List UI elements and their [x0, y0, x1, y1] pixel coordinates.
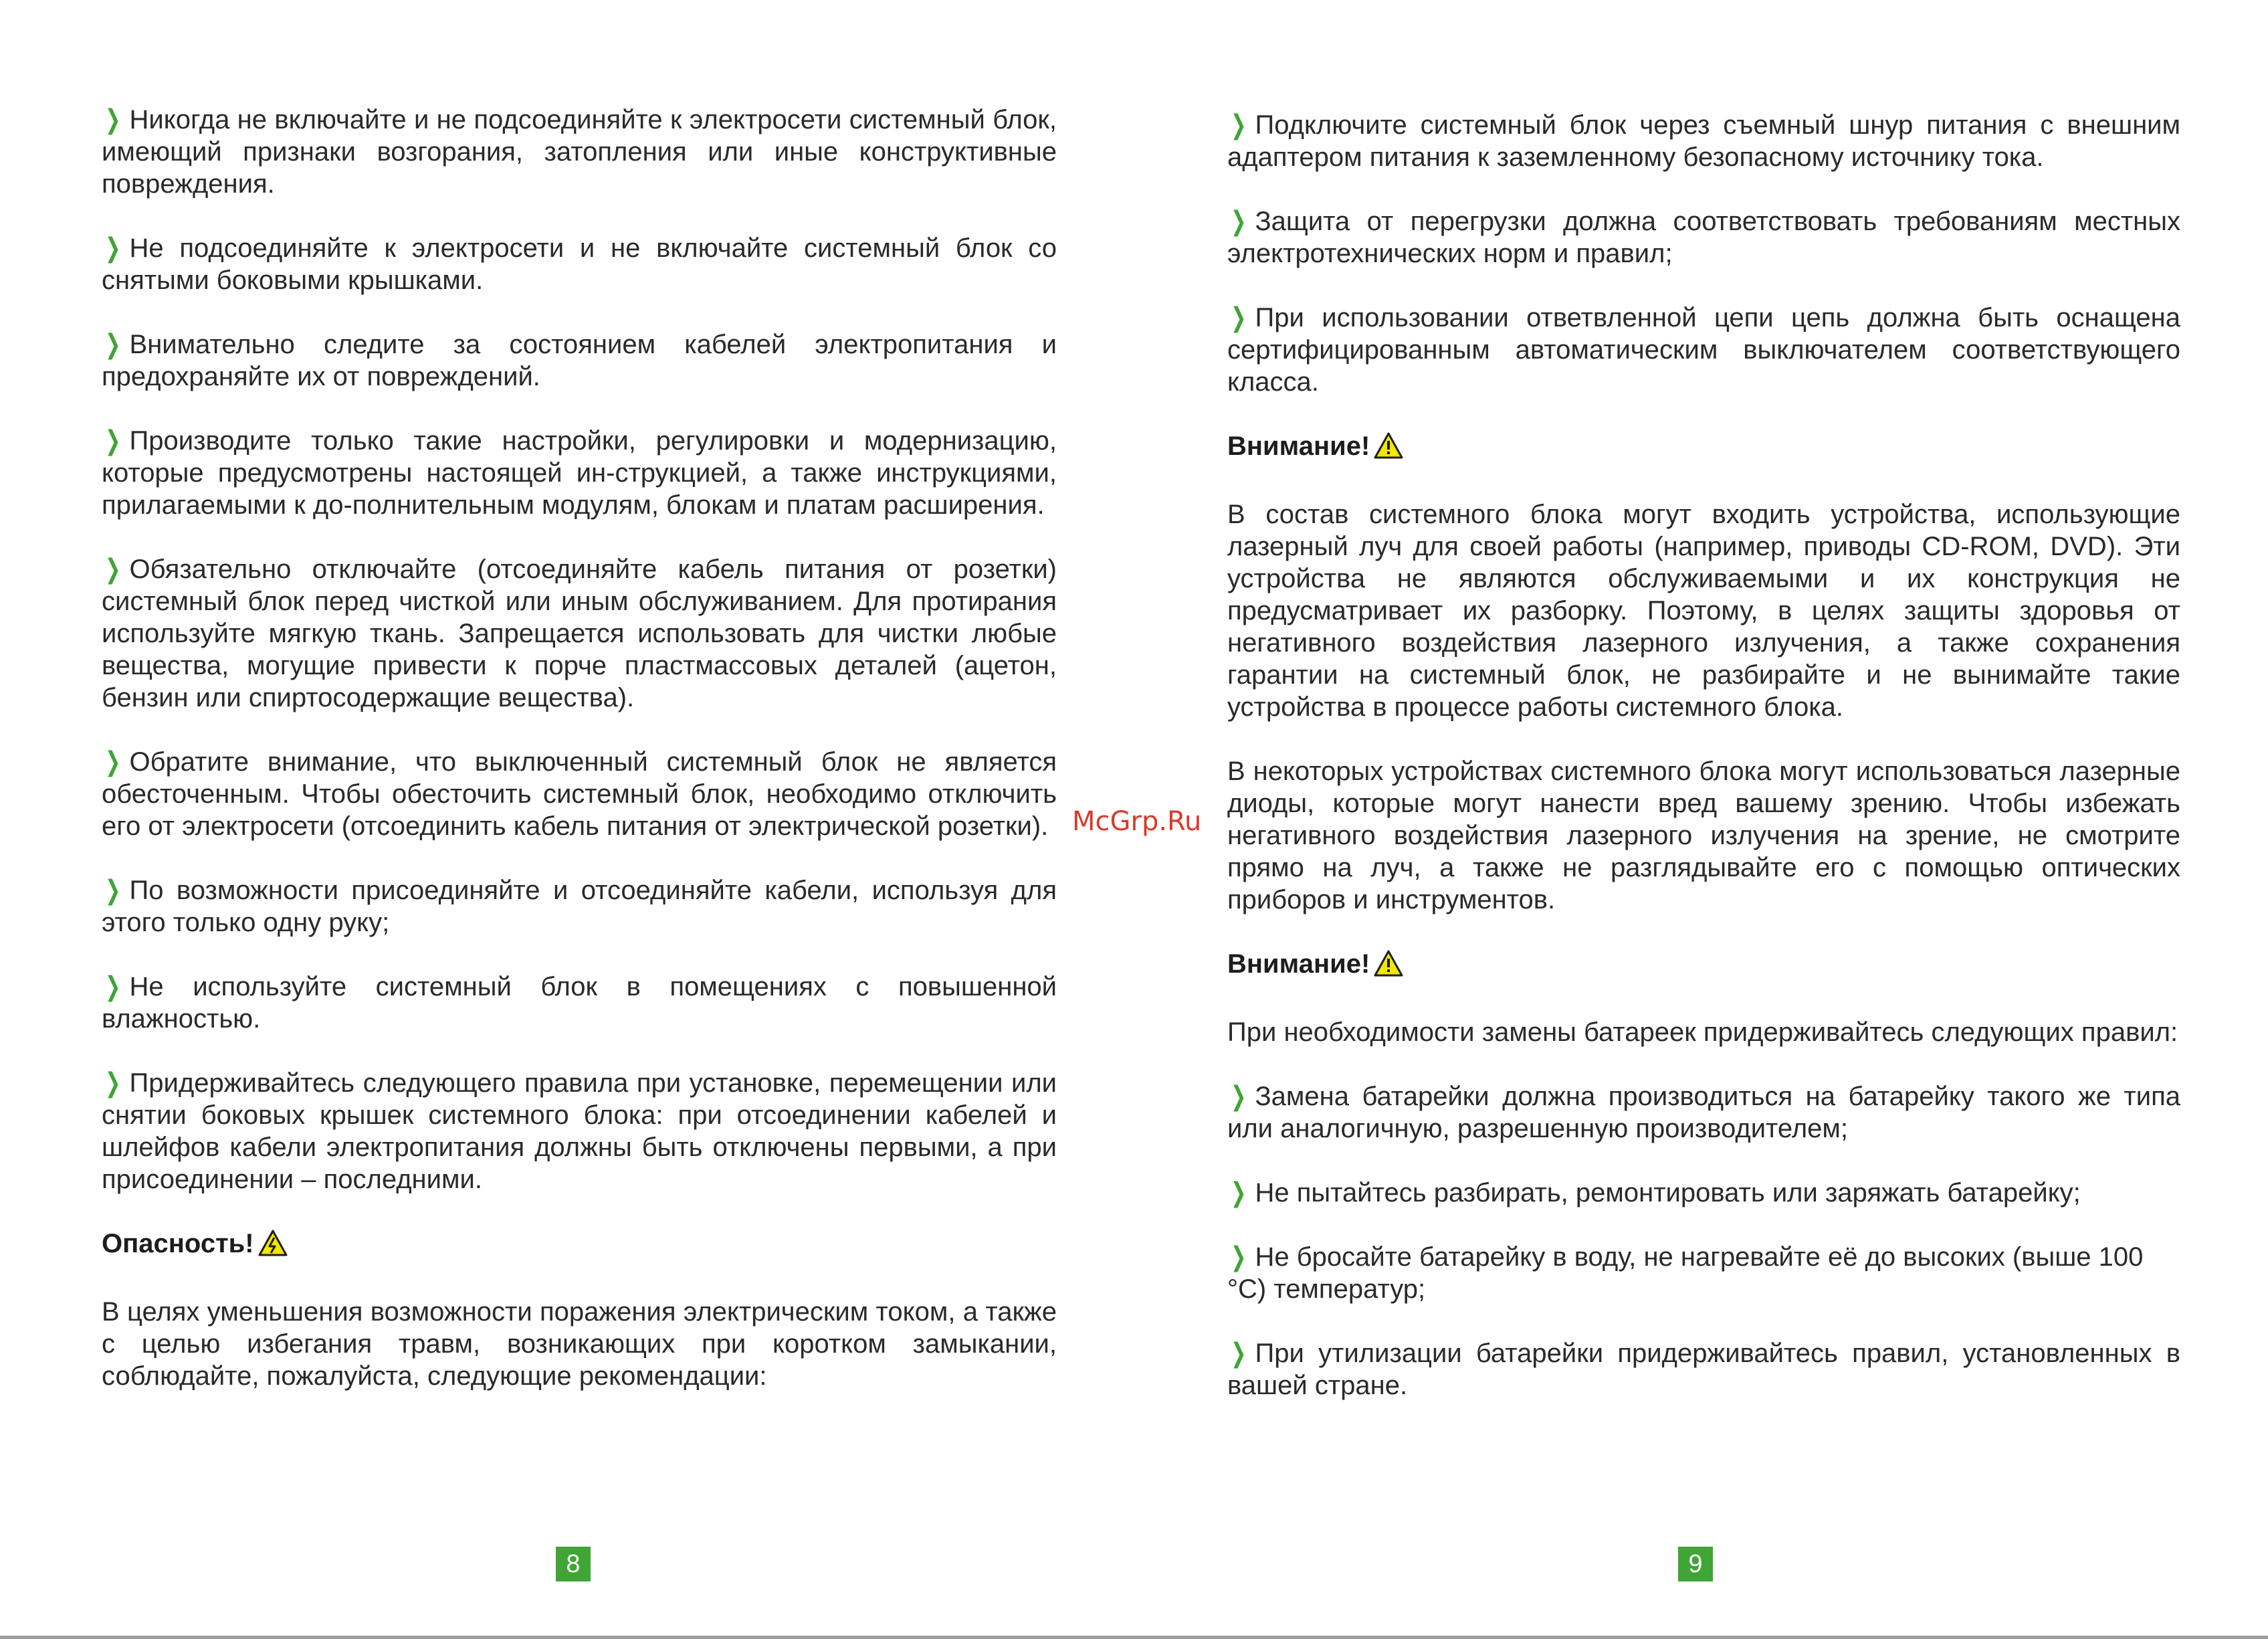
bullet-icon: ❯: [1231, 1177, 1247, 1208]
bullet-icon: ❯: [105, 875, 121, 906]
bullet-icon: ❯: [105, 329, 121, 360]
list-item: ❯ Не пытайтесь разбирать, ремонтировать или заряжать батарейку;: [1231, 1177, 2081, 1208]
bullet-icon: ❯: [1231, 110, 1247, 140]
warning-icon: [1374, 432, 1403, 466]
bottom-divider: [0, 1636, 2268, 1639]
list-item: ❯ Никогда не включайте и не подсоединяйте к электросети системный блок, имеющий признаки возгорания, затопления или иные конструктивные повреждения.: [102, 104, 1057, 199]
bullet-icon: ❯: [1231, 302, 1247, 333]
warning-icon: [1374, 950, 1403, 984]
right-page: [1134, 0, 2268, 1639]
list-item: ❯ Не бросайте батарейку в воду, не нагревайте её до высоких (выше 100 °C) температур;: [1227, 1242, 2144, 1304]
laser-text-1: В состав системного блока могут входить устройства, использующие лазерный луч для своей работы (например, приводы CD-ROM, DVD). Эти устройства не являются обслуживаемыми и их конструкция не предусматривает их разборку. Поэтому, в целях защиты здоровья от негативного воздействия лазерного излучения, а также сохранения гарантии на системный блок, не разбирайте и не вынимайте такие устройства в процессе работы системного блока.: [1227, 500, 2180, 722]
list-item: ❯ Внимательно следите за состоянием кабелей электропитания и предохраняйте их от повреждений.: [102, 329, 1057, 391]
laser-text-2: В некоторых устройствах системного блока могут использоваться лазерные диоды, которые могут нанести вред вашему зрению. Чтобы избежать негативного воздействия лазерного излучения на зрение, не смотрите прямо на луч, а также не разглядывайте его с помощью оптических приборов и инструментов.: [1227, 757, 2180, 914]
bullet-icon: ❯: [105, 1068, 121, 1098]
page-number: 9: [1678, 1547, 1713, 1581]
page-number: 8: [556, 1547, 591, 1581]
bullet-icon: ❯: [1231, 206, 1247, 237]
bullet-icon: ❯: [105, 971, 121, 1002]
right-column: [1227, 109, 2180, 1434]
danger-text: В целях уменьшения возможности поражения электрическим током, а также с целью избегания травм, возникающих при коротком замыкании, соблюдайте, пожалуйста, следующие рекомендации:: [102, 1297, 1057, 1391]
list-item: ❯ Обязательно отключайте (отсоединяйте кабель питания от розетки) системный блок перед чисткой или иным обслуживанием. Для протирания используйте мягкую ткань. Запрещается использовать для чистки любые вещества, могущие привести к порче пластмассовых деталей (ацетон, бензин или спиртосодержащие вещества).: [102, 554, 1057, 712]
list-item: ❯ Подключите системный блок через съемный шнур питания с внешним адаптером питания к заземленному безопасному источнику тока.: [1227, 110, 2180, 172]
list-item: ❯ Не подсоединяйте к электросети и не включайте системный блок со снятыми боковыми крышками.: [102, 233, 1057, 295]
list-item: ❯ Обратите внимание, что выключенный системный блок не является обесточенным. Чтобы обесточить системный блок, необходимо отключить его от электросети (отсоединить кабель питания от электрической розетки).: [102, 747, 1057, 841]
bullet-icon: ❯: [105, 233, 121, 264]
battery-intro: При необходимости замены батареек придерживайтесь следующих правил:: [1227, 1018, 2178, 1047]
list-item: ❯ Придерживайтесь следующего правила при установке, перемещении или снятии боковых крышек системного блока: при отсоединении кабелей и шлейфов кабели электропитания должны быть отключены первыми, а при присоединении – последними.: [102, 1068, 1057, 1194]
list-item: ❯ При утилизации батарейки придерживайтесь правил, установленных в вашей стране.: [1227, 1338, 2180, 1400]
bullet-icon: ❯: [1231, 1338, 1247, 1369]
attention-heading: Внимание!: [1227, 430, 2180, 466]
bullet-icon: ❯: [105, 747, 121, 777]
danger-heading: Опасность!: [102, 1228, 1057, 1264]
list-item: ❯ При использовании ответвленной цепи цепь должна быть оснащена сертифицированным автоматическим выключателем соответствующего класса.: [1227, 302, 2180, 397]
list-item: ❯ По возможности присоединяйте и отсоединяйте кабели, используя для этого только одну руку;: [102, 875, 1057, 937]
list-item: ❯ Производите только такие настройки, регулировки и модернизацию, которые предусмотрены настоящей ин-струкцией, а также инструкциями, прилагаемыми к до-полнительным модулям, блокам и платам расширения.: [102, 425, 1057, 520]
bullet-icon: ❯: [105, 104, 121, 135]
bullet-icon: ❯: [105, 425, 121, 456]
left-column: [102, 104, 1057, 1424]
bullet-icon: ❯: [105, 554, 121, 585]
watermark: McGrp.Ru: [1072, 806, 1202, 837]
list-item: ❯ Замена батарейки должна производиться на батарейку такого же типа или аналогичную, разрешенную производителем;: [1227, 1081, 2180, 1143]
list-item: ❯ Защита от перегрузки должна соответствовать требованиям местных электротехнических норм и правил;: [1227, 206, 2180, 268]
bullet-icon: ❯: [1231, 1242, 1247, 1272]
bullet-icon: ❯: [1231, 1081, 1247, 1112]
electric-hazard-icon: [258, 1230, 288, 1264]
attention-heading: Внимание!: [1227, 948, 2180, 984]
list-item: ❯ Не используйте системный блок в помещениях с повышенной влажностью.: [102, 971, 1057, 1034]
